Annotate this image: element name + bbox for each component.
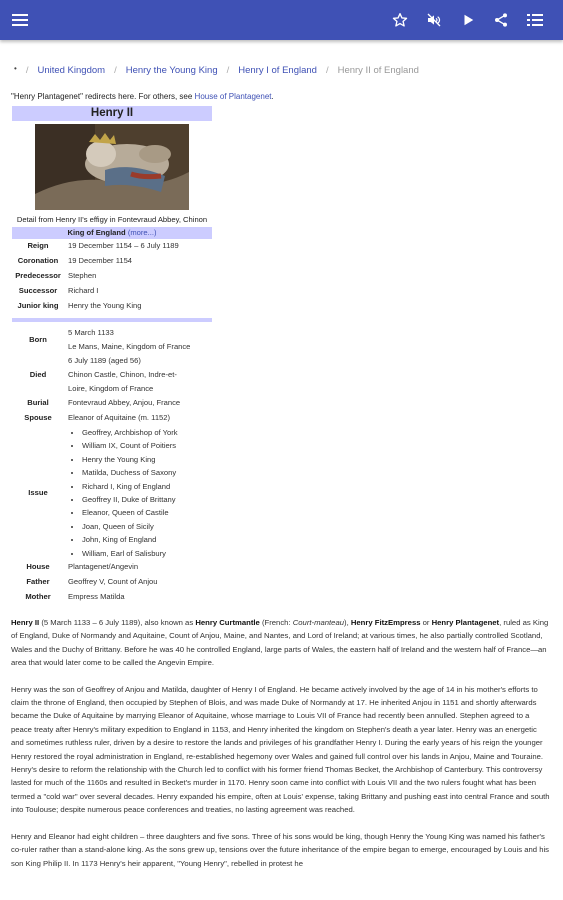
- breadcrumb: [14, 64, 419, 76]
- junior-king-value[interactable]: Henry the Young King: [68, 301, 142, 311]
- successor-value[interactable]: Richard I: [68, 286, 99, 296]
- predecessor-value[interactable]: Stephen: [68, 271, 97, 281]
- predecessor-label: Predecessor: [15, 271, 61, 281]
- play-icon[interactable]: [456, 0, 480, 40]
- born-value: [66, 326, 212, 354]
- text-run: ),: [344, 618, 351, 627]
- volume-off-icon[interactable]: [422, 0, 446, 40]
- effigy-image[interactable]: [35, 124, 189, 210]
- reign-label: Reign: [27, 241, 49, 251]
- bold-name: Henry II: [11, 618, 40, 627]
- breadcrumb-item[interactable]: Henry I of England: [238, 65, 317, 76]
- died-place-2[interactable]: Loire, Kingdom of France: [68, 384, 154, 393]
- breadcrumb-item[interactable]: United Kingdom: [37, 65, 106, 76]
- list-item[interactable]: • Henry the Young King: [82, 453, 212, 466]
- table-row: [12, 396, 212, 411]
- reign-value: 19 December 1154 – 6 July 1189: [68, 241, 179, 251]
- born-date: 5 March 1133: [68, 328, 114, 337]
- list-item[interactable]: • Geoffrey II, Duke of Brittany: [82, 493, 212, 506]
- table-row: [12, 411, 212, 426]
- table-row: [12, 354, 212, 396]
- issue-value: [66, 426, 212, 560]
- breadcrumb-separator: /: [226, 65, 230, 76]
- table-row: [12, 254, 212, 269]
- table-row: [12, 269, 212, 284]
- italic-term: Court-manteau: [292, 618, 345, 627]
- article-body: [11, 616, 551, 883]
- issue-label: Issue: [28, 487, 48, 497]
- list-item[interactable]: • William, Earl of Salisbury: [82, 547, 212, 560]
- table-row: [12, 575, 212, 590]
- table-row: [12, 239, 212, 254]
- redirect-suffix: .: [271, 92, 274, 101]
- list-item[interactable]: • John, King of England: [82, 533, 212, 546]
- paragraph: Henry and Eleanor had eight children – three daughters and five sons. Three of his sons would be king, though Henry the Young King was named his father's co-ruler rather than a stand-alone king. As the sons grew up, tensions over the future inheritance of the empire began to emerge, encouraged by Louis and his son King Philip II. In 1173 Henry's heir apparent, "Young Henry", rebelled in protest he: [11, 831, 550, 868]
- text-run: (French:: [259, 618, 293, 627]
- table-row: [12, 326, 212, 354]
- mother-value[interactable]: Empress Matilda: [68, 592, 125, 602]
- junior-king-label: Junior king: [17, 301, 59, 311]
- list-item[interactable]: • Geoffrey, Archbishop of York: [82, 426, 212, 439]
- breadcrumb-current: Henry II of England: [337, 65, 419, 76]
- burial-label: Burial: [27, 398, 49, 408]
- mother-label: Mother: [25, 592, 51, 602]
- list-item[interactable]: • William IX, Count of Poitiers: [82, 439, 212, 452]
- star-icon[interactable]: [388, 0, 412, 40]
- menu-icon[interactable]: [8, 0, 32, 40]
- paragraph: Henry was the son of Geoffrey of Anjou and Matilda, daughter of Henry I of England. He became actively involved by the age of 14 in his mother's efforts to claim the throne of England, then occupied by Stephen of Blois, and was made Duke of Normandy at 17. He inherited Anjou in 1151 and shortly afterwards became the Duke of Aquitaine by marrying Eleanor of Aquitaine, whose marriage to Louis VII of France had recently been annulled. Stephen agreed to a peace treaty after Henry's military expedition to England in 1153, and Henry inherited the kingdom on Stephen's death a year later. Henry was an energetic and sometimes ruthless ruler, driven by a desire to restore the lands and privileges of his grandfather Henry I. During the early years of his reign the younger Henry restored the royal administration in England, re-established hegemony over Wales and gained full control over his lands in Anjou, Maine and Touraine. Henry's desire to reform the relationship with the Church led to conflict with his former friend Thomas Becket, the Archbishop of Canterbury. This controversy lasted for much of the 1160s and resulted in Becket's murder in 1170. Henry soon came into conflict with Louis VII and the two rulers fought what has been termed a "cold war" over several decades. Henry expanded his empire, often at Louis' expense, taking Brittany and pushing east into central France and south into Toulouse; despite numerous peace conferences and treaties, no lasting agreement was reached.: [11, 684, 550, 815]
- table-row: [12, 590, 212, 605]
- spouse-label: Spouse: [24, 413, 52, 423]
- table-row: [12, 560, 212, 575]
- coronation-label: Coronation: [17, 256, 59, 266]
- list-item[interactable]: • Matilda, Duchess of Saxony: [82, 466, 212, 479]
- father-value[interactable]: Geoffrey V, Count of Anjou: [68, 577, 158, 587]
- infobox-title: Henry II: [12, 106, 212, 121]
- breadcrumb-separator: /: [25, 65, 29, 76]
- redirect-link[interactable]: House of Plantagenet: [194, 92, 272, 101]
- breadcrumb-separator: /: [114, 65, 117, 76]
- table-row: [12, 284, 212, 299]
- issue-list: [68, 426, 212, 560]
- house-value[interactable]: Plantagenet/Angevin: [68, 562, 139, 572]
- personal-table: [12, 326, 212, 605]
- died-value: [66, 354, 212, 396]
- spouse-value[interactable]: Eleanor of Aquitaine (m. 1152): [68, 413, 171, 423]
- bold-name: Henry FitzEmpress: [350, 618, 421, 627]
- office-band: [12, 227, 212, 239]
- text-run: or: [420, 618, 432, 627]
- born-place[interactable]: Le Mans, Maine, Kingdom of France: [68, 342, 191, 351]
- breadcrumb-separator: /: [325, 65, 329, 76]
- redirect-text: "Henry Plantagenet" redirects here. For others, see: [11, 92, 195, 101]
- text-run: (5 March 1133 – 6 July 1189), also known as: [39, 618, 196, 627]
- died-label: Died: [29, 369, 47, 379]
- redirect-note: [11, 92, 274, 101]
- house-label: House: [26, 562, 50, 572]
- table-row: [12, 426, 212, 560]
- died-date: 6 July 1189 (aged 56): [68, 356, 141, 365]
- app-bar: [0, 0, 563, 40]
- born-label: Born: [29, 334, 47, 344]
- bold-name: Henry Plantagenet: [431, 618, 500, 627]
- breadcrumb-item[interactable]: Henry the Young King: [125, 65, 218, 76]
- share-icon[interactable]: [489, 0, 513, 40]
- father-label: Father: [26, 577, 50, 587]
- list-item[interactable]: • Joan, Queen of Sicily: [82, 520, 212, 533]
- list-item[interactable]: • Richard I, King of England: [82, 480, 212, 493]
- died-place[interactable]: Chinon Castle, Chinon, Indre-et-: [68, 370, 177, 379]
- more-link[interactable]: (more...): [127, 228, 157, 237]
- text-run: , ruled as King of England, Duke of Normandy and Aquitaine, Count of Anjou, Maine, and Nantes, and Lord of Ireland; at various times, he also partially controlled Scotland, Wales and the Duchy of Brittany. Before he was 40 he controlled England, large parts of Wales, the eastern half of Ireland and the western half of France—an area that would later come to be called the Angevin Empire.: [11, 618, 549, 668]
- office-title: King of England: [67, 228, 126, 237]
- intro-paragraph: [11, 616, 551, 670]
- coronation-value: 19 December 1154: [68, 256, 133, 266]
- burial-value[interactable]: Fontevraud Abbey, Anjou, France: [68, 398, 181, 408]
- breadcrumb-home[interactable]: •: [14, 64, 17, 73]
- bold-name: Henry Curtmantle: [195, 618, 260, 627]
- personal-band: [12, 318, 212, 322]
- successor-label: Successor: [18, 286, 58, 296]
- reign-table: [12, 239, 212, 314]
- table-row: [12, 299, 212, 314]
- image-caption: Detail from Henry II's effigy in Fontevraud Abbey, Chinon: [16, 215, 208, 224]
- contents-icon[interactable]: [523, 0, 547, 40]
- list-item[interactable]: • Eleanor, Queen of Castile: [82, 506, 212, 519]
- infobox: [12, 106, 212, 605]
